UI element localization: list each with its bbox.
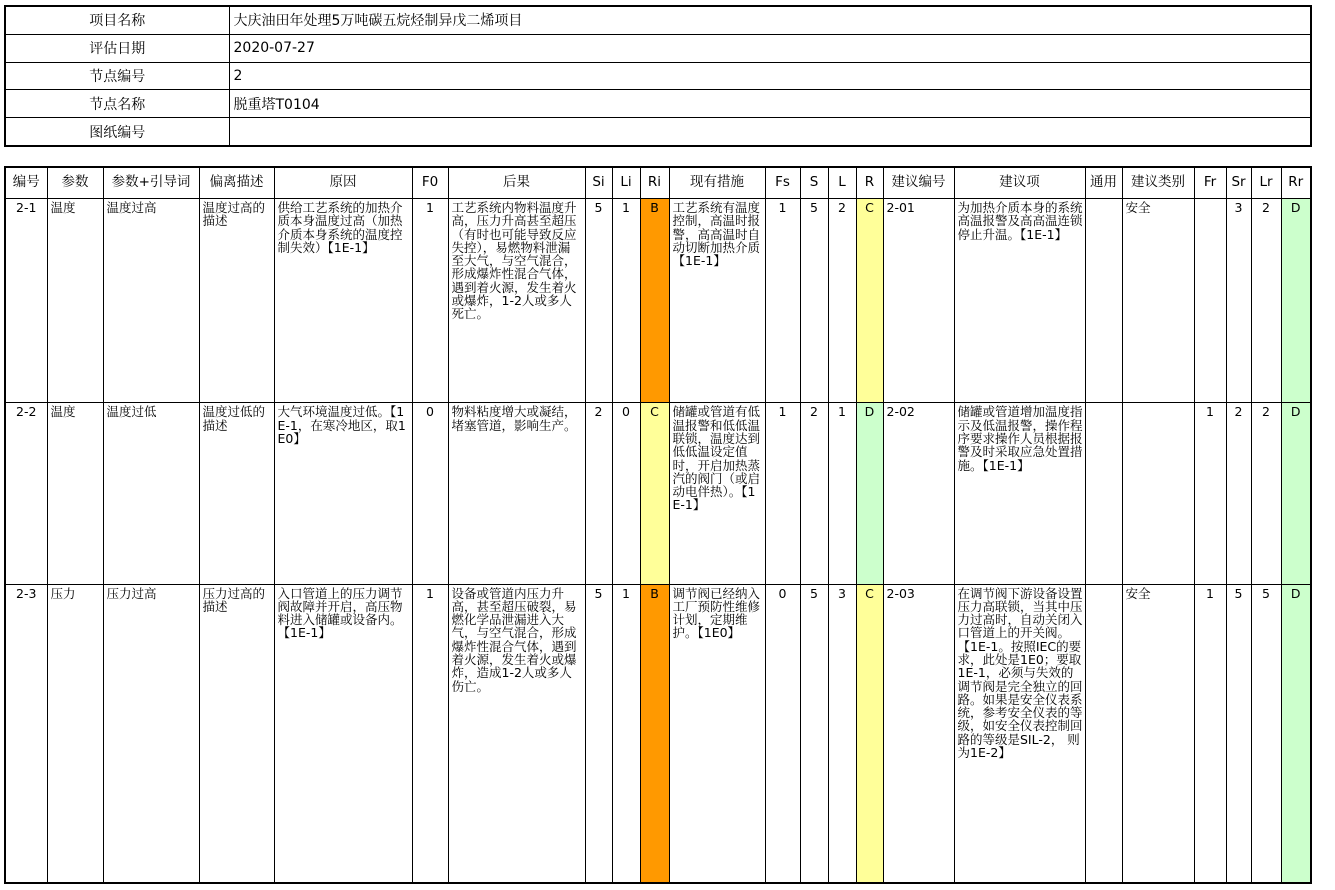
cell-s: 5 bbox=[800, 199, 828, 403]
project-info-table bbox=[4, 5, 1312, 147]
cell-ri: B bbox=[640, 584, 669, 883]
cell-deviation: 压力过高的描述 bbox=[199, 584, 274, 883]
cell-general bbox=[1085, 403, 1122, 584]
cell-li: 1 bbox=[612, 199, 640, 403]
info-row bbox=[5, 6, 1311, 34]
column-header: Lr bbox=[1251, 167, 1281, 199]
info-label: 节点编号 bbox=[5, 62, 229, 90]
cell-guide: 压力过高 bbox=[103, 584, 199, 883]
cell-rec-id: 2-02 bbox=[883, 403, 954, 584]
cell-cause: 入口管道上的压力调节阀故障并开启，高压物料进入储罐或设备内。【1E-1】 bbox=[274, 584, 412, 883]
column-header: 参数 bbox=[47, 167, 103, 199]
info-row bbox=[5, 90, 1311, 118]
column-header: L bbox=[828, 167, 856, 199]
cell-sr: 5 bbox=[1226, 584, 1251, 883]
cell-category: 安全 bbox=[1122, 584, 1194, 883]
cell-fs: 0 bbox=[765, 584, 800, 883]
cell-recommendation: 在调节阀下游设备设置压力高联锁，当其中压力过高时，自动关闭入口管道上的开关阀。【1E-1。按照IEC的要求，此处是1E0；要取1E-1，必须与失效的调节阀是完全独立的回路。如果是安全仪表系统，参考安全仪表的等级，如安全仪表控制回路的等级是SIL-2， 则为1E-2】 bbox=[954, 584, 1085, 883]
cell-id: 2-1 bbox=[5, 199, 47, 403]
cell-rr: D bbox=[1281, 199, 1311, 403]
cell-rec-id: 2-03 bbox=[883, 584, 954, 883]
info-label: 图纸编号 bbox=[5, 118, 229, 146]
column-header: Li bbox=[612, 167, 640, 199]
column-header: R bbox=[856, 167, 883, 199]
cell-l: 2 bbox=[828, 199, 856, 403]
column-header: F0 bbox=[412, 167, 448, 199]
column-header: 建议类别 bbox=[1122, 167, 1194, 199]
column-header: 编号 bbox=[5, 167, 47, 199]
cell-id: 2-2 bbox=[5, 403, 47, 584]
cell-fr bbox=[1194, 199, 1226, 403]
table-row bbox=[5, 584, 1311, 883]
cell-existing: 调节阀已经纳入工厂预防性维修计划，定期维护。【1E0】 bbox=[669, 584, 765, 883]
info-label: 节点名称 bbox=[5, 90, 229, 118]
info-value: 2020-07-27 bbox=[229, 34, 1311, 62]
table-row bbox=[5, 403, 1311, 584]
info-value bbox=[229, 118, 1311, 146]
column-header: 现有措施 bbox=[669, 167, 765, 199]
cell-recommendation: 为加热介质本身的系统高温报警及高高温连锁停止升温。【1E-1】 bbox=[954, 199, 1085, 403]
cell-l: 3 bbox=[828, 584, 856, 883]
cell-f0: 1 bbox=[412, 199, 448, 403]
column-header: S bbox=[800, 167, 828, 199]
cell-sr: 3 bbox=[1226, 199, 1251, 403]
cell-lr: 5 bbox=[1251, 584, 1281, 883]
column-header: 后果 bbox=[448, 167, 585, 199]
column-header: Rr bbox=[1281, 167, 1311, 199]
info-value: 脱重塔T0104 bbox=[229, 90, 1311, 118]
column-header: 建议编号 bbox=[883, 167, 954, 199]
column-header: Si bbox=[585, 167, 612, 199]
cell-param: 温度 bbox=[47, 403, 103, 584]
cell-sr: 2 bbox=[1226, 403, 1251, 584]
info-row bbox=[5, 62, 1311, 90]
table-row bbox=[5, 199, 1311, 403]
cell-guide: 温度过高 bbox=[103, 199, 199, 403]
cell-existing: 工艺系统有温度控制，高温时报警，高高温时自动切断加热介质【1E-1】 bbox=[669, 199, 765, 403]
cell-rr: D bbox=[1281, 584, 1311, 883]
cell-r: C bbox=[856, 584, 883, 883]
info-value: 2 bbox=[229, 62, 1311, 90]
column-header: 偏离描述 bbox=[199, 167, 274, 199]
hazop-worksheet-table bbox=[4, 166, 1312, 884]
cell-existing: 储罐或管道有低温报警和低低温联锁，温度达到低低温设定值时，开启加热蒸汽的阀门（或启动电伴热）。【1E-1】 bbox=[669, 403, 765, 584]
column-header: 参数+引导词 bbox=[103, 167, 199, 199]
cell-category bbox=[1122, 403, 1194, 584]
cell-fs: 1 bbox=[765, 403, 800, 584]
cell-ri: B bbox=[640, 199, 669, 403]
info-value: 大庆油田年处理5万吨碳五烷烃制异戊二烯项目 bbox=[229, 6, 1311, 34]
info-row bbox=[5, 34, 1311, 62]
cell-param: 温度 bbox=[47, 199, 103, 403]
cell-f0: 0 bbox=[412, 403, 448, 584]
cell-rr: D bbox=[1281, 403, 1311, 584]
cell-category: 安全 bbox=[1122, 199, 1194, 403]
cell-lr: 2 bbox=[1251, 403, 1281, 584]
column-header: Ri bbox=[640, 167, 669, 199]
cell-general bbox=[1085, 584, 1122, 883]
cell-ri: C bbox=[640, 403, 669, 584]
cell-deviation: 温度过低的描述 bbox=[199, 403, 274, 584]
column-header: 通用 bbox=[1085, 167, 1122, 199]
cell-id: 2-3 bbox=[5, 584, 47, 883]
cell-consequence: 物料粘度增大或凝结，堵塞管道，影响生产。 bbox=[448, 403, 585, 584]
cell-rec-id: 2-01 bbox=[883, 199, 954, 403]
cell-f0: 1 bbox=[412, 584, 448, 883]
cell-r: D bbox=[856, 403, 883, 584]
cell-si: 5 bbox=[585, 584, 612, 883]
column-header: Fs bbox=[765, 167, 800, 199]
cell-param: 压力 bbox=[47, 584, 103, 883]
cell-li: 1 bbox=[612, 584, 640, 883]
column-header: Fr bbox=[1194, 167, 1226, 199]
cell-s: 2 bbox=[800, 403, 828, 584]
cell-fr: 1 bbox=[1194, 584, 1226, 883]
cell-general bbox=[1085, 199, 1122, 403]
cell-s: 5 bbox=[800, 584, 828, 883]
cell-recommendation: 储罐或管道增加温度指示及低温报警，操作程序要求操作人员根据报警及时采取应急处置措施。【1E-1】 bbox=[954, 403, 1085, 584]
info-label: 项目名称 bbox=[5, 6, 229, 34]
cell-consequence: 设备或管道内压力升高，甚至超压破裂，易燃化学品泄漏进入大气，与空气混合，形成爆炸性混合气体，遇到着火源，发生着火或爆炸，造成1-2人或多人伤亡。 bbox=[448, 584, 585, 883]
column-header: 建议项 bbox=[954, 167, 1085, 199]
cell-lr: 2 bbox=[1251, 199, 1281, 403]
cell-fs: 1 bbox=[765, 199, 800, 403]
column-header: Sr bbox=[1226, 167, 1251, 199]
cell-cause: 大气环境温度过低。【1E-1，在寒冷地区，取1E0】 bbox=[274, 403, 412, 584]
cell-deviation: 温度过高的描述 bbox=[199, 199, 274, 403]
cell-si: 5 bbox=[585, 199, 612, 403]
info-label: 评估日期 bbox=[5, 34, 229, 62]
cell-r: C bbox=[856, 199, 883, 403]
cell-fr: 1 bbox=[1194, 403, 1226, 584]
cell-si: 2 bbox=[585, 403, 612, 584]
cell-cause: 供给工艺系统的加热介质本身温度过高（加热介质本身系统的温度控制失效）【1E-1】 bbox=[274, 199, 412, 403]
cell-l: 1 bbox=[828, 403, 856, 584]
header-row bbox=[5, 167, 1311, 199]
cell-guide: 温度过低 bbox=[103, 403, 199, 584]
info-row bbox=[5, 118, 1311, 146]
cell-consequence: 工艺系统内物料温度升高，压力升高甚至超压（有时也可能导致反应失控），易燃物料泄漏至大气，与空气混合，形成爆炸性混合气体，遇到着火源，发生着火或爆炸，1-2人或多人死亡。 bbox=[448, 199, 585, 403]
column-header: 原因 bbox=[274, 167, 412, 199]
cell-li: 0 bbox=[612, 403, 640, 584]
